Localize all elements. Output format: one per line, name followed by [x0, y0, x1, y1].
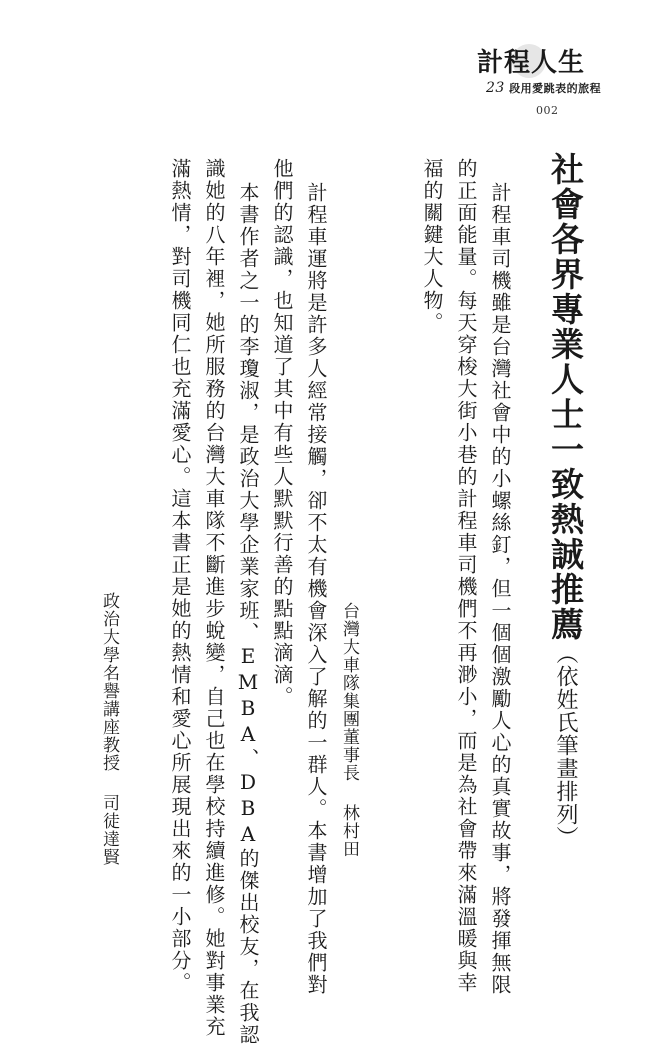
- series-subtitle-line: [486, 80, 602, 96]
- endorsement-2-line-2: 他們的認識，也知道了其中有些人默默行善的點點滴滴。: [270, 158, 294, 708]
- endorsement-1-signature: [340, 602, 357, 858]
- endorsement-1-line-1: 計程車司機雖是台灣社會中的小螺絲釘，但一個個激勵人心的真實故事，將發揮無限: [488, 182, 512, 996]
- endorsement-1-signature-title: 台灣大車隊集團董事長: [339, 602, 359, 782]
- series-logo: [476, 42, 602, 102]
- endorsement-2-signature-title: 政治大學名譽講座教授: [99, 592, 119, 772]
- endorsement-1-line-2: 的正面能量。每天穿梭大街小巷的計程車司機們不再渺小，而是為社會帶來滿溫暖與幸: [454, 158, 478, 994]
- endorsement-2-signature-name: 司徒達賢: [99, 794, 119, 866]
- endorsement-2-line-1: 計程車運將是許多人經常接觸，卻不太有機會深入了解的一群人。本書增加了我們對: [304, 182, 328, 996]
- series-subtitle: 段用愛跳表的旅程: [509, 82, 602, 95]
- endorsement-1-signature-name: 林村田: [339, 804, 359, 858]
- endorsement-2-line-5: 滿熱情，對司機同仁也充滿愛心。這本書正是她的熱情和愛心所展現出來的一小部分。: [168, 158, 192, 994]
- section-heading: [532, 152, 585, 849]
- series-title: 計程人生: [476, 48, 585, 78]
- page-number: 002: [536, 104, 559, 117]
- series-number: 23: [486, 80, 505, 96]
- heading-title: 社會各界專業人士一致熱誠推薦: [546, 152, 585, 642]
- endorsement-1-line-3: 福的關鍵大人物。: [420, 158, 444, 334]
- endorsement-2-line-3: 本書作者之一的李瓊淑，是政治大學企業家班、EMBA、DBA的傑出校友，在我認: [236, 182, 260, 1046]
- endorsement-2-line-4: 識她的八年裡，她所服務的台灣大車隊不斷進步蛻變，自己也在學校持續進修。她對事業充: [202, 158, 226, 1038]
- heading-note: （依姓氏筆畫排列）: [553, 642, 578, 849]
- endorsement-2-signature: [100, 592, 117, 866]
